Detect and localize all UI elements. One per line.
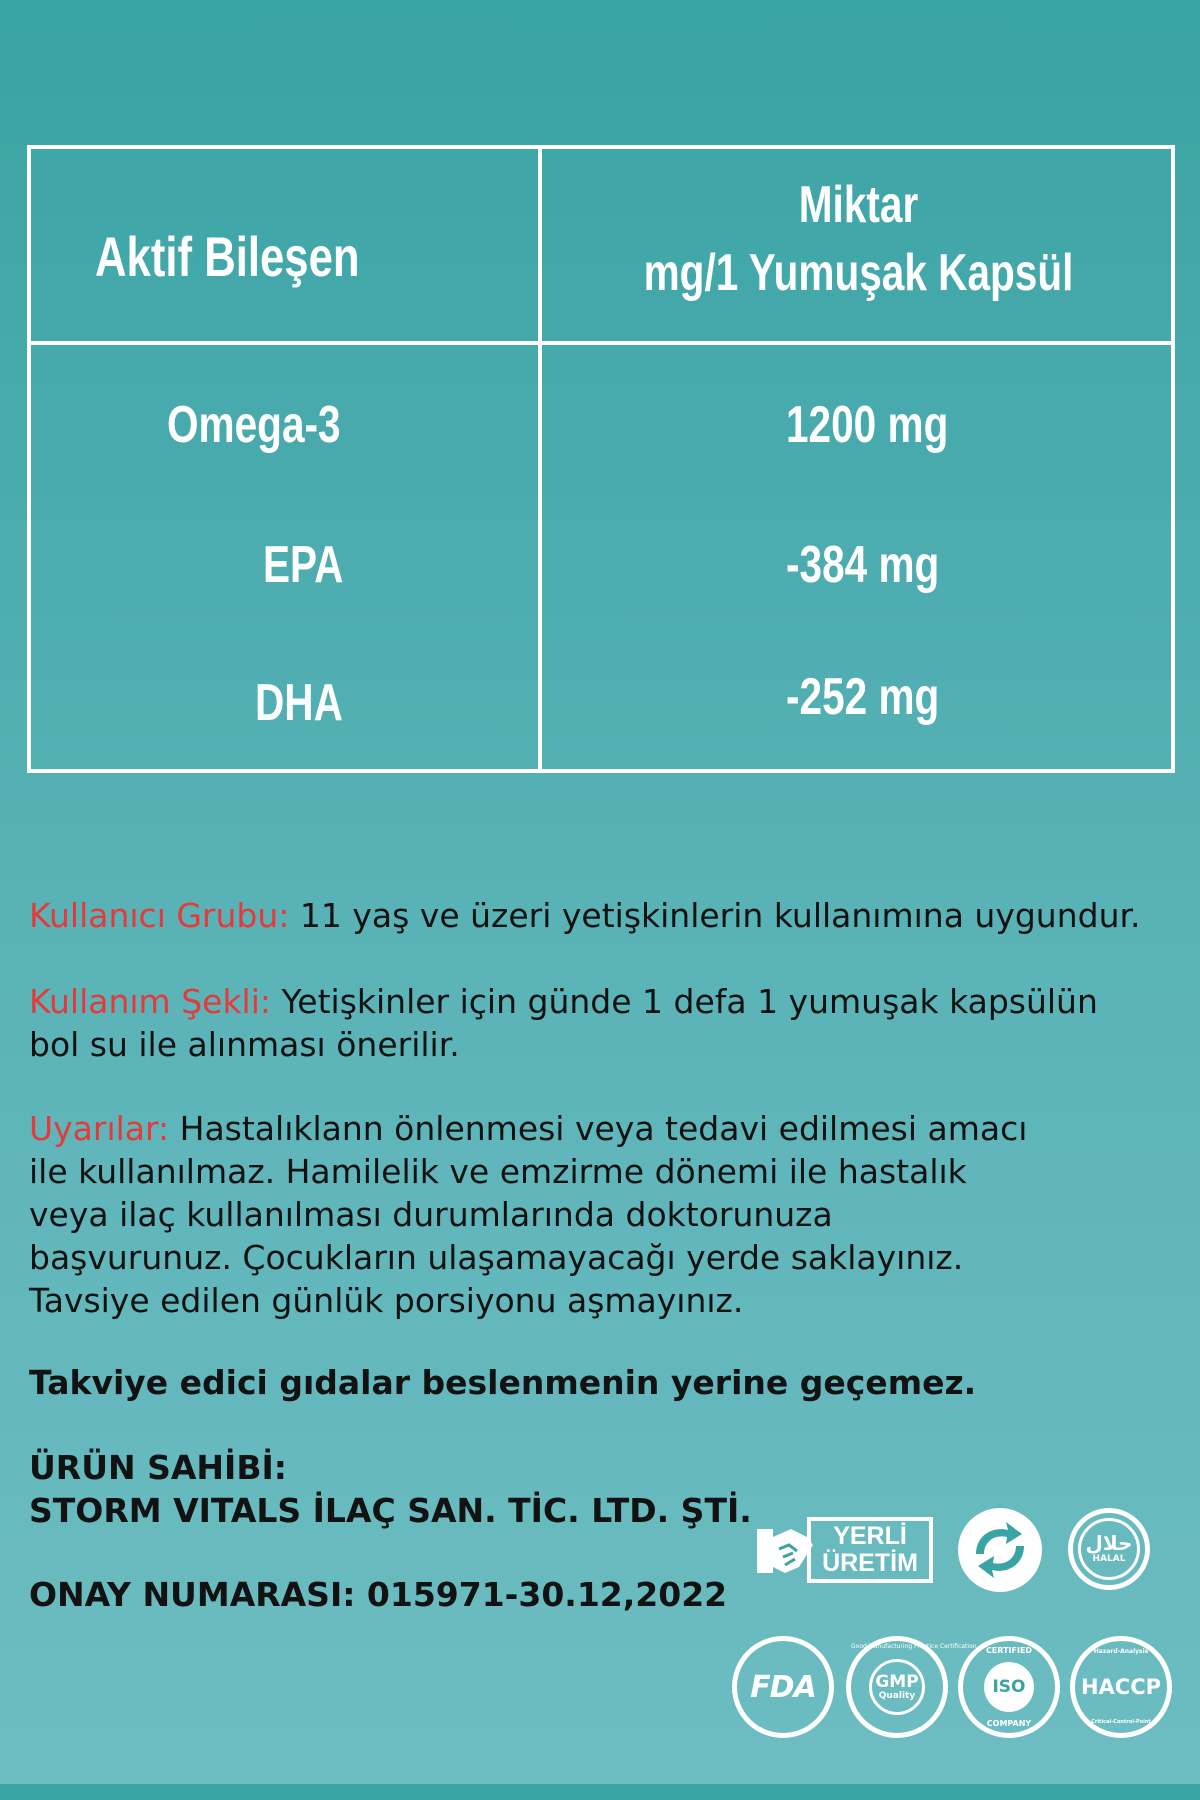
iso-certified-label: CERTIFIED <box>985 1646 1033 1655</box>
ingredient-name: DHA <box>255 674 343 732</box>
haccp-label: HACCP <box>1080 1675 1162 1699</box>
ingredient-name: EPA <box>263 536 344 594</box>
approval-number: ONAY NUMARASI: 015971-30.12,2022 <box>29 1575 728 1614</box>
header-active-ingredient: Aktif Bileşen <box>95 225 360 288</box>
gmp-badge <box>846 1636 977 1738</box>
user-group-paragraph <box>29 894 1179 937</box>
header-amount-unit: mg/1 Yumuşak Kapsül <box>643 244 1074 302</box>
user-group-text: 11 yaş ve üzeri yetişkinlerin kullanımına uygundur. <box>289 896 1141 935</box>
bottom-strip <box>0 1784 1200 1800</box>
usage-label: Kullanım Şekli: <box>29 982 272 1021</box>
recycle-icon <box>966 1516 1034 1584</box>
uretim-label: ÜRETİM <box>822 1549 918 1577</box>
user-group-label: Kullanıcı Grubu: <box>29 896 290 935</box>
gmp-ring-text: Good Manufacturing Practice Certification <box>851 1643 977 1650</box>
warnings-text: ile kullanılmaz. Hamilelik ve emzirme dönemi ile hastalık <box>29 1152 967 1191</box>
usage-text: Yetişkinler için günde 1 defa 1 yumuşak kapsülün <box>271 982 1098 1021</box>
iso-company-label: COMPANY <box>986 1719 1032 1728</box>
warnings-text: başvurunuz. Çocukların ulaşamayacağı yerde saklayınız. <box>29 1238 964 1277</box>
nutrition-table <box>27 145 1175 773</box>
yerli-label: YERLİ <box>833 1522 907 1550</box>
warnings-text: Hastalıklann önlenmesi veya tedavi edilmesi amacı <box>169 1109 1028 1148</box>
haccp-badge <box>1070 1636 1172 1738</box>
owner-label: ÜRÜN SAHİBİ: <box>29 1448 287 1487</box>
ingredient-value: -384 mg <box>786 536 940 594</box>
iso-label: ISO <box>992 1677 1026 1697</box>
ingredient-value: 1200 mg <box>786 396 949 454</box>
yerli-uretim-badge <box>755 1515 935 1585</box>
haccp-bottom-label: Critical-Control-Point <box>1091 1719 1151 1725</box>
header-amount: Miktar <box>798 176 919 234</box>
haccp-top-label: Hazard-Analysis <box>1093 1648 1149 1655</box>
usage-paragraph <box>29 980 1179 1066</box>
warnings-label: Uyarılar: <box>29 1109 170 1148</box>
gmp-quality-label: Quality <box>878 1690 916 1701</box>
usage-text-continued: bol su ile alınması önerilir. <box>29 1025 460 1064</box>
fda-label: FDA <box>750 1669 816 1705</box>
halal-badge <box>1068 1508 1150 1590</box>
warnings-text: Tavsiye edilen günlük porsiyonu aşmayınız. <box>29 1281 744 1320</box>
gmp-label: GMP <box>875 1671 919 1692</box>
halal-label: HALAL <box>1092 1554 1126 1564</box>
warnings-paragraph <box>29 1107 1179 1322</box>
arabic-halal-icon: حلال <box>1085 1531 1133 1555</box>
ingredient-name: Omega-3 <box>167 396 341 454</box>
table-row-divider <box>31 341 1171 345</box>
fda-badge <box>732 1636 834 1738</box>
iso-badge <box>958 1636 1060 1738</box>
warnings-text: veya ilaç kullanılması durumlarında doktorunuza <box>29 1195 833 1234</box>
table-column-divider <box>538 149 542 769</box>
recycle-badge <box>958 1508 1042 1592</box>
owner-name: STORM VITALS İLAÇ SAN. TİC. LTD. ŞTİ. <box>29 1491 752 1530</box>
ingredient-value: -252 mg <box>786 668 940 726</box>
handshake-icon <box>755 1515 815 1585</box>
supplement-note: Takviye edici gıdalar beslenmenin yerine geçemez. <box>29 1363 977 1402</box>
